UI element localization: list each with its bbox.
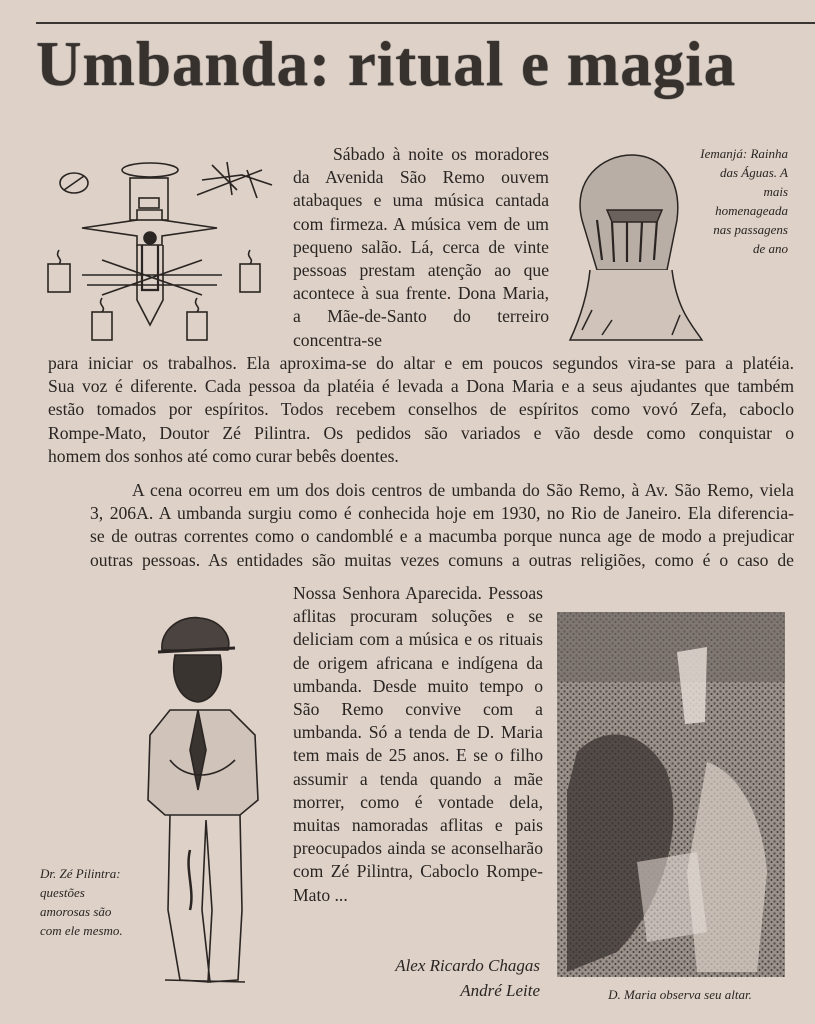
ze-pilintra-illustration — [140, 610, 275, 995]
paragraph-1-intro: Sábado à noite os moradores da Avenida São Remo ouvem atabaques e uma música cantada com firmeza. A música vem de um pequeno salão. Lá, cerca de vinte pessoas prestam atenção ao que acontece à sua frente. Dona Maria, a Mãe-de-Santo do terreiro concentra-se — [293, 144, 549, 350]
headline: Umbanda: ritual e magia — [36, 29, 737, 99]
paragraph-1-continued: para iniciar os trabalhos. Ela aproxima-se do altar e em poucos segundos vira-se para a platéia. Sua voz é diferente. Cada pessoa da platéia é levada a Dona Maria e a seus ajudantes que também estão tomados por espíritos. Todos recebem conselhos de espíritos como vovó Zefa, caboclo Rompe-Mato, Doutor Zé Pilintra. Os pedidos são variados e vão desde como conquistar o homem dos sonhos até como curar bebês doentes. — [48, 353, 794, 466]
paragraph-2: A cena ocorreu em um dos dois centros de umbanda do São Remo, à Av. São Remo, viela 3, 206A. A umbanda surgiu como é conhecida hoje em 1930, no Rio de Janeiro. Ela diferencia- se de outras correntes como o candomblé e a macumba porque nunca age de modo a prejudicar outras pessoas. As entidades são muitas vezes comuns a outras religiões, como é o caso de — [90, 480, 794, 570]
altar-illustration — [42, 150, 282, 345]
top-rule — [36, 22, 815, 24]
author-1: Alex Ricardo Chagas — [395, 956, 540, 975]
paragraph-3: Nossa Senhora Aparecida. Pessoas aflitas procuram soluções e se deliciam com a música e os rituais de origem africana e indígena da umbanda. Desde muito tempo o São Remo convive com a umbanda. Só a tenda de D. Maria tem mais de 25 anos. E se o filho assumir a tenda quando a mãe morrer, como é vontade dela, muitas namoradas aflitas e pais preocupados ainda se aconselharão com Zé Pilintra, Caboclo Rompe-Mato ... — [293, 583, 543, 905]
dona-maria-photo — [557, 612, 785, 977]
iemanja-illustration — [562, 150, 712, 345]
caption-iemanja: Iemanjá: Rainha das Águas. A mais homenageada nas passagens de ano — [700, 146, 788, 256]
author-2: André Leite — [460, 981, 540, 1000]
caption-dona-maria: D. Maria observa seu altar. — [608, 987, 752, 1002]
caption-ze-pilintra: Dr. Zé Pilintra: questões amorosas são com ele mesmo. — [40, 866, 123, 938]
